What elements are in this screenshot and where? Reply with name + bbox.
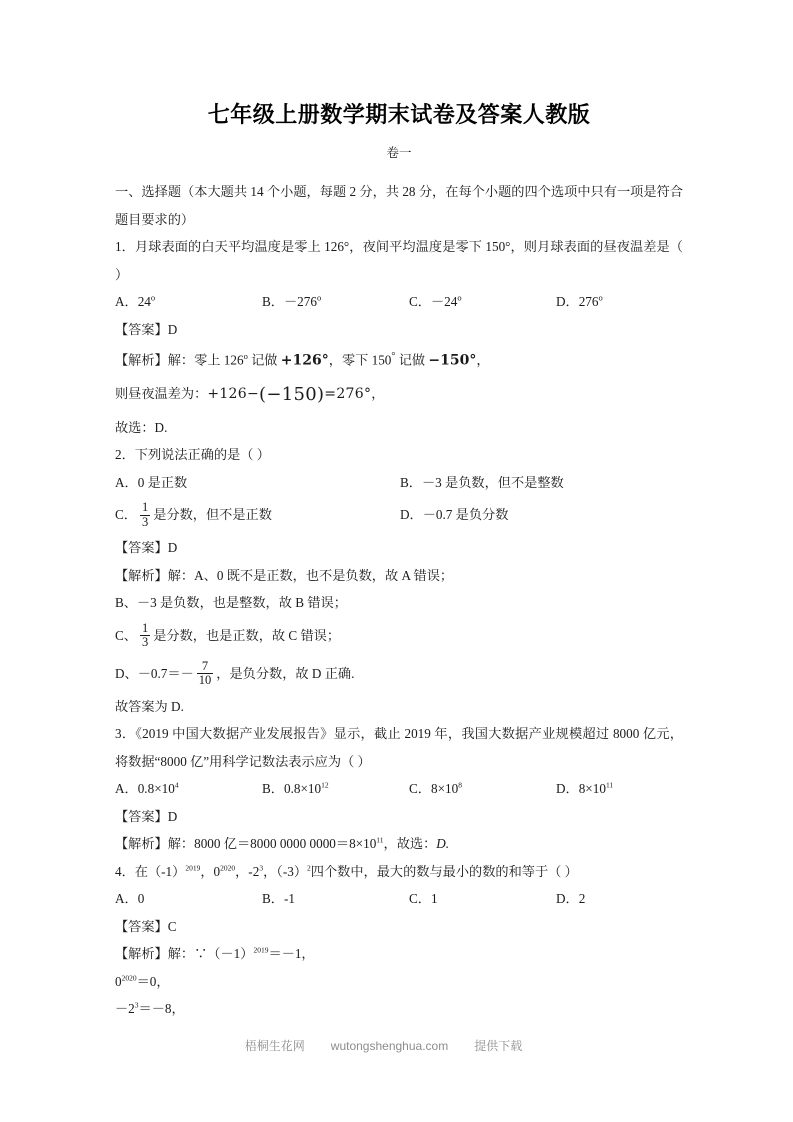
analysis-tag: 【解析】 bbox=[115, 567, 168, 583]
question-3-options bbox=[115, 775, 683, 803]
math-expression: (−150) bbox=[259, 383, 325, 405]
footer-action: 提供下载 bbox=[474, 1039, 523, 1053]
question-1-options bbox=[115, 288, 683, 316]
question-1-analysis-line-1: 【解析】解：零上 126$^o$ 记做 +126°，零下 150° 记做 −150°， bbox=[115, 351, 490, 369]
option-a: A．0 是正数 bbox=[115, 474, 188, 490]
math-expression: +126− bbox=[207, 385, 259, 402]
page-footer bbox=[0, 1037, 793, 1054]
question-4-answer bbox=[115, 913, 683, 941]
option-a: A．$0.8\times 10^4$ bbox=[115, 781, 179, 797]
question-1-analysis-line-2 bbox=[115, 375, 683, 414]
option-b: B．－3 是负数，但不是整数 bbox=[400, 474, 564, 490]
option-c: C．1 bbox=[409, 891, 438, 907]
analysis-text: ，零下 150 bbox=[328, 352, 392, 368]
answer-tag: 【答案】 bbox=[115, 918, 168, 934]
analysis-text: 记做 bbox=[247, 352, 281, 368]
answer-value: D bbox=[167, 540, 178, 556]
math-value: −150° bbox=[428, 352, 477, 369]
footer-site-name: 梧桐生花网 bbox=[244, 1039, 305, 1053]
exponent: 2020 bbox=[121, 973, 137, 983]
question-1-answer bbox=[115, 316, 683, 344]
document-content bbox=[115, 0, 683, 1023]
math-expression: =276° bbox=[324, 385, 372, 402]
degree-sign: o bbox=[316, 292, 322, 303]
degree-sign: o bbox=[457, 292, 462, 303]
exponent: 8 bbox=[458, 781, 462, 790]
question-2-analysis-line-5: 故答案为 D. bbox=[115, 698, 184, 714]
footer-site-url[interactable]: wutongshenghua.com bbox=[330, 1039, 449, 1053]
question-2-analysis-line-3: C、 $\frac{1}{3}$ 是分数，也是正数，故 C 错误； bbox=[115, 620, 341, 650]
option-a: A．0 bbox=[115, 891, 145, 907]
answer-value: D. bbox=[436, 836, 450, 852]
exponent: 3 bbox=[259, 863, 264, 873]
question-4-analysis-line-1 bbox=[115, 940, 683, 968]
question-2-options-row-2 bbox=[115, 496, 683, 534]
question-2-options-row-1 bbox=[115, 469, 683, 497]
option-b: B．-1 bbox=[262, 891, 295, 907]
question-2-stem: 2．下列说法正确的是（ ） bbox=[115, 447, 270, 463]
degree-sign: o bbox=[243, 351, 248, 361]
option-c: C．$-24^o$ bbox=[409, 292, 462, 309]
question-3-analysis-line-1 bbox=[115, 830, 683, 858]
question-2-analysis-line-1 bbox=[115, 562, 683, 590]
exponent: 3 bbox=[134, 1001, 139, 1010]
analysis-text: 则昼夜温差为： bbox=[115, 385, 208, 401]
analysis-text: 解：A、0 既不是正数，也不是负数，故 A 错误； bbox=[167, 567, 454, 583]
option-d: D．276$^o$ bbox=[556, 292, 603, 309]
math-value: +126° bbox=[280, 352, 329, 369]
exponent: 2 bbox=[307, 863, 311, 873]
option-d: D．2 bbox=[556, 891, 586, 907]
analysis-text: 解：零上 126 bbox=[167, 352, 244, 368]
analysis-tag: 【解析】 bbox=[115, 946, 168, 962]
exponent: 2019 bbox=[253, 946, 269, 955]
answer-value: D bbox=[167, 808, 178, 824]
degree-sign: o bbox=[150, 292, 156, 303]
question-2-answer bbox=[115, 534, 683, 562]
question-3-stem: 3．《2019 中国大数据产业发展报告》显示，截止 2019 年，我国大数据产业规模超过 8000 亿元，将数据“8000 亿”用科学记数法表示应为（ ） bbox=[115, 726, 683, 769]
exponent: 4 bbox=[174, 781, 179, 790]
exponent: 2020 bbox=[220, 863, 236, 873]
option-a: A．24$^o$ bbox=[115, 292, 156, 309]
section-heading: 一、选择题（本大题共 14 个小题，每题 2 分，共 28 分，在每个小题的四个选项中只有一项是符合题目要求的） bbox=[115, 184, 683, 227]
exponent: 2019 bbox=[185, 863, 201, 873]
option-c: C． $\frac{1}{3}$ 是分数，但不是正数 bbox=[115, 500, 272, 529]
answer-tag: 【答案】 bbox=[115, 321, 168, 337]
option-d: D．－0.7 是负分数 bbox=[400, 507, 509, 523]
analysis-tag: 【解析】 bbox=[115, 352, 168, 368]
fraction: $\frac{1}{3}$ bbox=[141, 620, 149, 650]
question-1-analysis-line-3: 故选：D. bbox=[115, 419, 168, 435]
answer-value: C bbox=[167, 918, 177, 934]
analysis-text: ， bbox=[371, 385, 385, 401]
question-1-stem: 1．月球表面的白天平均温度是零上 126°，夜间平均温度是零下 150°，则月球表面的昼夜温差是（ ） bbox=[115, 239, 683, 282]
question-4-options bbox=[115, 885, 683, 913]
exponent: 12 bbox=[321, 781, 329, 790]
question-2-analysis-line-2: B、－3 是负数，也是整数，故 B 错误； bbox=[115, 595, 347, 611]
question-3-answer bbox=[115, 803, 683, 831]
analysis-text: ＝－1， bbox=[268, 946, 315, 962]
page-subtitle: 卷一 bbox=[386, 146, 412, 160]
option-b: B．$0.8\times 10^{12}$ bbox=[262, 781, 329, 797]
analysis-text: ， bbox=[476, 352, 490, 368]
question-4-analysis-line-2: $0^{2020}=0$， bbox=[115, 973, 170, 989]
answer-value: D bbox=[167, 321, 178, 337]
question-4-analysis-line-3: $-2^3=-8$， bbox=[115, 1001, 185, 1017]
question-2-analysis-line-4: D、－0.7＝－ $\frac{7}{10}$ ，是负分数，故 D 正确. bbox=[115, 658, 355, 688]
answer-tag: 【答案】 bbox=[115, 808, 168, 824]
fraction: $\frac{1}{3}$ bbox=[141, 500, 149, 529]
analysis-text: 解：8000 亿＝8000 0000 0000＝8×10 bbox=[167, 836, 377, 852]
option-d: D．$8\times 10^{11}$ bbox=[556, 781, 614, 797]
fraction: $\frac{7}{10}$ bbox=[198, 658, 212, 688]
analysis-text: ，故选： bbox=[383, 836, 437, 852]
answer-tag: 【答案】 bbox=[115, 540, 168, 556]
analysis-text: 记做 bbox=[395, 352, 429, 368]
option-b: B．$-276^o$ bbox=[262, 292, 322, 309]
page-title: 七年级上册数学期末试卷及答案人教版 bbox=[207, 102, 591, 127]
analysis-text: 解：∵（－1） bbox=[167, 946, 254, 962]
question-4-stem: 4．在$(-1)^{2019}$，$0^{2020}$，$-2^3$，$(-3)^2$四个数中，最大的数与最小的数的和等于（ ） bbox=[115, 863, 578, 879]
degree-sign: o bbox=[598, 292, 603, 303]
analysis-tag: 【解析】 bbox=[115, 836, 168, 852]
option-c: C．$8\times 10^8$ bbox=[409, 781, 462, 797]
exponent: 11 bbox=[605, 781, 614, 790]
exponent: 11 bbox=[376, 836, 384, 845]
